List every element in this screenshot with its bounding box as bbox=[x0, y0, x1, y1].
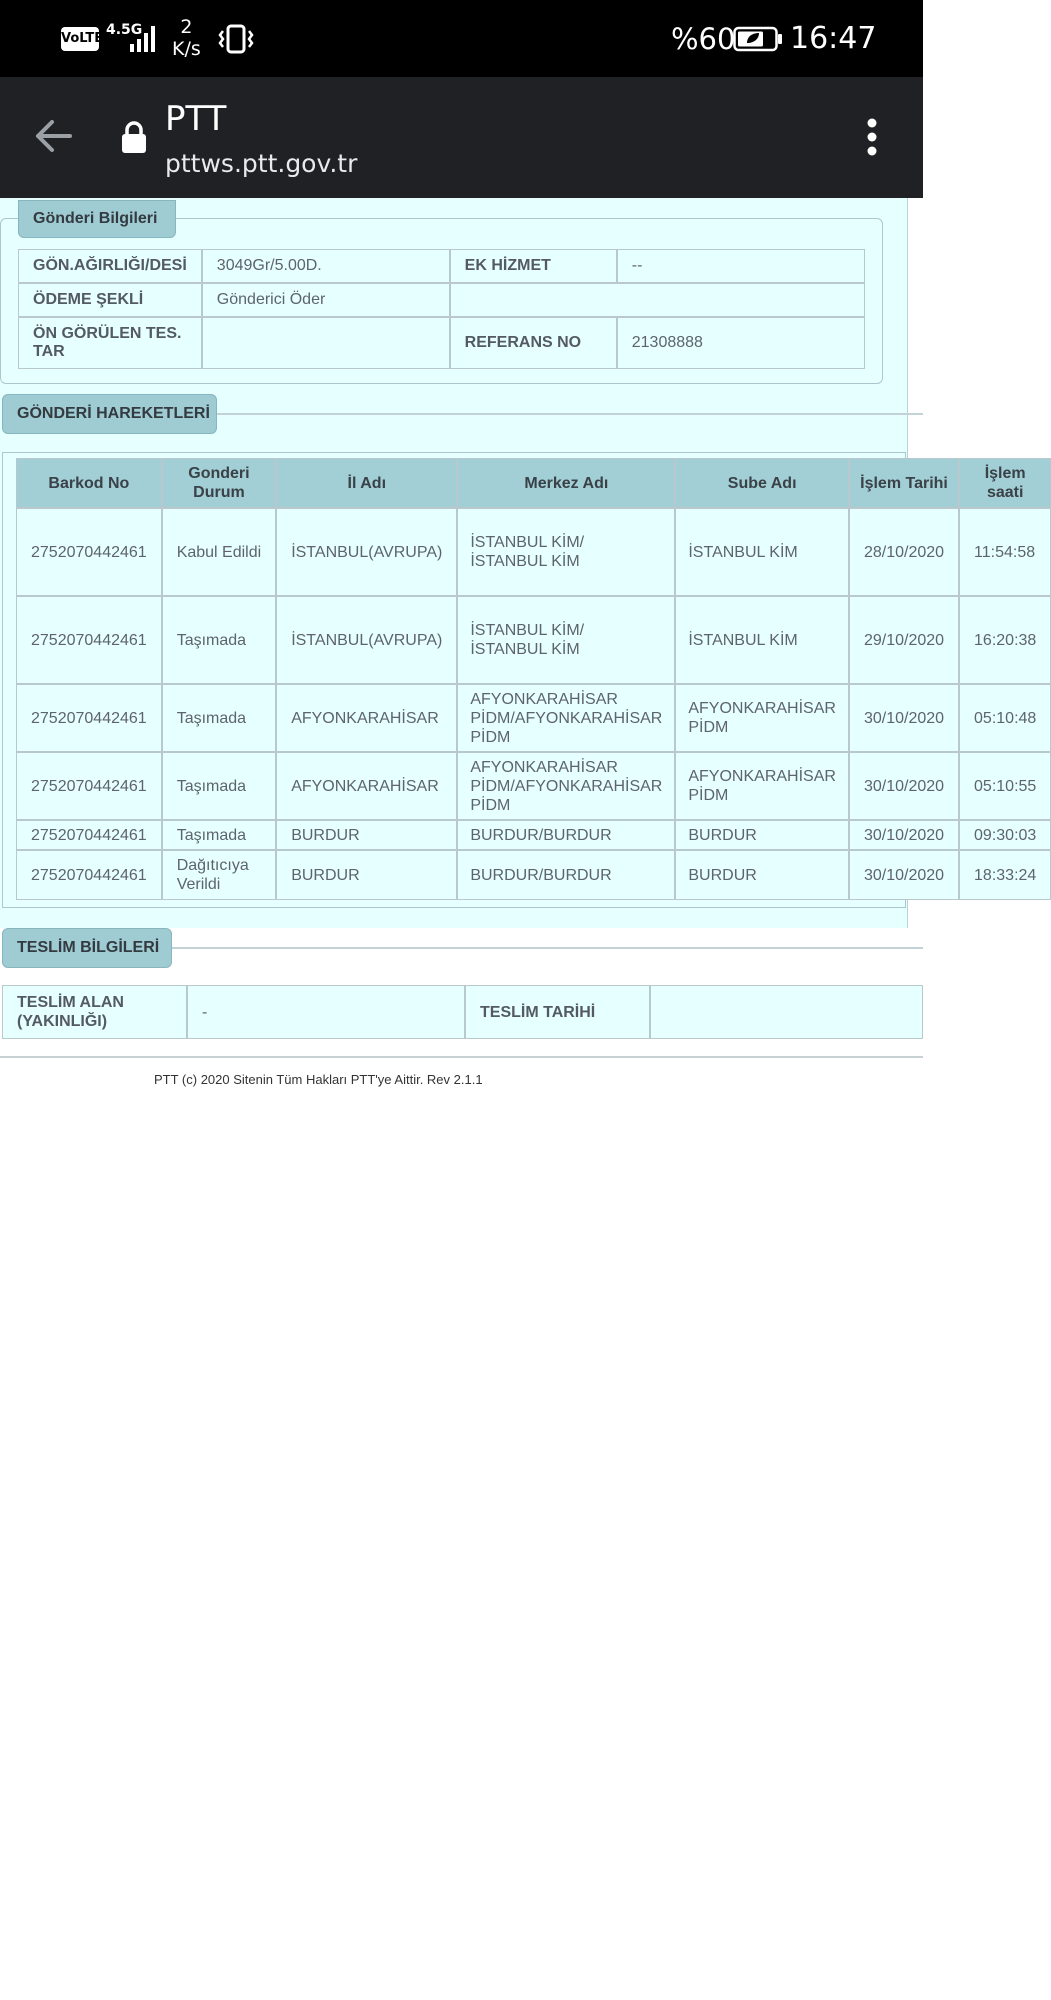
branch-cell bbox=[675, 820, 849, 850]
date-cell bbox=[849, 820, 959, 850]
battery-percent: %60 bbox=[671, 22, 736, 56]
speed-value: 2 bbox=[180, 16, 193, 38]
payment-value: Gönderici Öder bbox=[202, 283, 450, 317]
signal-icon bbox=[128, 24, 160, 52]
date-cell bbox=[849, 508, 959, 596]
cell-text: AFYONKARAHİSAR bbox=[291, 709, 439, 727]
cell-text: BURDUR/BURDUR bbox=[470, 826, 612, 844]
status-cell bbox=[162, 820, 277, 850]
city-cell bbox=[276, 850, 457, 900]
barcode-cell bbox=[16, 684, 162, 752]
barcode-cell bbox=[16, 850, 162, 900]
city-cell bbox=[276, 596, 457, 684]
site-title: PTT bbox=[165, 99, 227, 139]
cell-text: AFYONKARAHİSAR PİDM/AFYONKARAHİSAR PİDM bbox=[470, 690, 663, 746]
delivery-info-table bbox=[2, 985, 923, 1039]
branch-header: Sube Adı bbox=[675, 458, 849, 508]
branch-cell bbox=[675, 684, 849, 752]
table-row bbox=[16, 684, 1051, 752]
center-cell bbox=[457, 684, 675, 752]
cell-text: AFYONKARAHİSAR PİDM/AFYONKARAHİSAR PİDM bbox=[470, 758, 663, 814]
cell-text: 30/10/2020 bbox=[863, 826, 945, 844]
cell-text: BURDUR bbox=[291, 866, 360, 884]
date-cell bbox=[849, 752, 959, 820]
cell-text: BURDUR/BURDUR bbox=[470, 866, 612, 884]
time-cell bbox=[959, 850, 1051, 900]
cell-text: 09:30:03 bbox=[974, 826, 1037, 844]
branch-cell bbox=[675, 508, 849, 596]
city-cell bbox=[276, 752, 457, 820]
cell-text: Taşımada bbox=[176, 709, 247, 727]
center-header: Merkez Adı bbox=[457, 458, 675, 508]
status-cell bbox=[162, 850, 277, 900]
cell-text: 05:10:48 bbox=[974, 709, 1037, 727]
cell-text: İSTANBUL KİM bbox=[688, 631, 798, 649]
extra-service-value: -- bbox=[617, 249, 865, 283]
network-speed bbox=[172, 16, 201, 60]
receiver-value: - bbox=[187, 985, 465, 1039]
reference-value: 21308888 bbox=[617, 317, 865, 369]
cell-text: AFYONKARAHİSAR bbox=[291, 777, 439, 795]
section-divider bbox=[170, 947, 923, 949]
footer-text: PTT (c) 2020 Sitenin Tüm Hakları PTT'ye Aittir. Rev 2.1.1 bbox=[154, 1072, 483, 1087]
reference-label: REFERANS NO bbox=[450, 317, 617, 369]
city-header: İl Adı bbox=[276, 458, 457, 508]
movements-table bbox=[16, 458, 1051, 900]
cell-text: Taşımada bbox=[176, 826, 247, 844]
page-content bbox=[0, 198, 1037, 2000]
footer-divider bbox=[0, 1056, 923, 1058]
cell-text: 2752070442461 bbox=[31, 631, 147, 649]
cell-text: 2752070442461 bbox=[31, 777, 147, 795]
cell-text: 30/10/2020 bbox=[863, 709, 945, 727]
network-type: 4.5G bbox=[106, 22, 143, 38]
status-cell bbox=[162, 684, 277, 752]
status-cell bbox=[162, 596, 277, 684]
speed-unit: K/s bbox=[172, 38, 201, 60]
date-header: İşlem Tarihi bbox=[849, 458, 959, 508]
status-cell bbox=[162, 752, 277, 820]
volte-badge: VoLTE bbox=[61, 27, 99, 51]
time-cell bbox=[959, 596, 1051, 684]
battery-icon bbox=[733, 26, 783, 52]
cell-text: İSTANBUL KİM/ İSTANBUL KİM bbox=[470, 534, 585, 570]
site-url[interactable]: pttws.ptt.gov.tr bbox=[165, 149, 358, 178]
time-cell bbox=[959, 752, 1051, 820]
time-cell bbox=[959, 684, 1051, 752]
time-cell bbox=[959, 508, 1051, 596]
receiver-label: TESLİM ALAN (YAKINLIĞI) bbox=[2, 985, 187, 1039]
center-cell bbox=[457, 508, 675, 596]
barcode-header: Barkod No bbox=[16, 458, 162, 508]
delivery-date-label: TESLİM TARİHİ bbox=[465, 985, 650, 1039]
barcode-cell bbox=[16, 820, 162, 850]
table-row bbox=[16, 850, 1051, 900]
center-cell bbox=[457, 820, 675, 850]
center-cell bbox=[457, 596, 675, 684]
cell-text: 2752070442461 bbox=[31, 543, 147, 561]
cell-text: AFYONKARAHİSAR PİDM bbox=[688, 700, 836, 736]
delivery-info-tab[interactable]: TESLİM BİLGİLERİ bbox=[2, 928, 172, 968]
cell-text: Taşımada bbox=[176, 777, 247, 795]
status-cell bbox=[162, 508, 277, 596]
cell-text: 30/10/2020 bbox=[863, 777, 945, 795]
payment-label: ÖDEME ŞEKLİ bbox=[18, 283, 202, 317]
extra-service-label: EK HİZMET bbox=[450, 249, 617, 283]
weight-value: 3049Gr/5.00D. bbox=[202, 249, 450, 283]
center-cell bbox=[457, 752, 675, 820]
table-row bbox=[16, 596, 1051, 684]
time-header: İşlem saati bbox=[959, 458, 1051, 508]
city-cell bbox=[276, 820, 457, 850]
movements-tab[interactable]: GÖNDERİ HAREKETLERİ bbox=[2, 394, 217, 434]
clock: 16:47 bbox=[790, 21, 877, 56]
shipment-info-table bbox=[18, 249, 865, 369]
cell-text: 2752070442461 bbox=[31, 826, 147, 844]
cell-text: Taşımada bbox=[176, 631, 247, 649]
barcode-cell bbox=[16, 752, 162, 820]
barcode-cell bbox=[16, 508, 162, 596]
cell-text: 29/10/2020 bbox=[863, 631, 945, 649]
vibrate-icon bbox=[218, 24, 254, 54]
branch-cell bbox=[675, 850, 849, 900]
table-row bbox=[16, 752, 1051, 820]
cell-text: 2752070442461 bbox=[31, 866, 147, 884]
city-cell bbox=[276, 508, 457, 596]
status-header: Gonderi Durum bbox=[162, 458, 277, 508]
cell-text: 18:33:24 bbox=[974, 866, 1037, 884]
cell-text: 16:20:38 bbox=[974, 631, 1037, 649]
lock-icon[interactable] bbox=[120, 120, 148, 154]
cell-text: 2752070442461 bbox=[31, 709, 147, 727]
cell-text: Kabul Edildi bbox=[176, 543, 262, 561]
expected-date-value bbox=[202, 317, 450, 369]
branch-cell bbox=[675, 596, 849, 684]
delivery-date-value bbox=[650, 985, 923, 1039]
cell-text: İSTANBUL KİM/ İSTANBUL KİM bbox=[470, 622, 585, 658]
center-cell bbox=[457, 850, 675, 900]
empty-cell bbox=[450, 283, 865, 317]
cell-text: BURDUR bbox=[688, 866, 757, 884]
weight-label: GÖN.AĞIRLIĞI/DESİ bbox=[18, 249, 202, 283]
shipment-info-tab[interactable]: Gönderi Bilgileri bbox=[18, 200, 176, 238]
back-arrow-icon[interactable] bbox=[30, 113, 76, 159]
browser-toolbar bbox=[0, 77, 923, 198]
cell-text: 05:10:55 bbox=[974, 777, 1037, 795]
cell-text: AFYONKARAHİSAR PİDM bbox=[688, 768, 836, 804]
city-cell bbox=[276, 684, 457, 752]
expected-date-label: ÖN GÖRÜLEN TES. TAR bbox=[18, 317, 202, 369]
date-cell bbox=[849, 596, 959, 684]
cell-text: 30/10/2020 bbox=[863, 866, 945, 884]
cell-text: BURDUR bbox=[688, 826, 757, 844]
cell-text: BURDUR bbox=[291, 826, 360, 844]
table-row bbox=[16, 820, 1051, 850]
table-row bbox=[16, 508, 1051, 596]
cell-text: İSTANBUL KİM bbox=[688, 543, 798, 561]
cell-text: 11:54:58 bbox=[974, 543, 1036, 561]
time-cell bbox=[959, 820, 1051, 850]
branch-cell bbox=[675, 752, 849, 820]
cell-text: İSTANBUL(AVRUPA) bbox=[291, 631, 443, 649]
more-options-icon[interactable] bbox=[860, 117, 884, 157]
date-cell bbox=[849, 850, 959, 900]
status-bar bbox=[0, 0, 923, 77]
cell-text: Dağıtıcıya Verildi bbox=[176, 857, 249, 893]
cell-text: 28/10/2020 bbox=[863, 543, 945, 561]
date-cell bbox=[849, 684, 959, 752]
barcode-cell bbox=[16, 596, 162, 684]
section-divider bbox=[200, 413, 923, 415]
cell-text: İSTANBUL(AVRUPA) bbox=[291, 543, 443, 561]
